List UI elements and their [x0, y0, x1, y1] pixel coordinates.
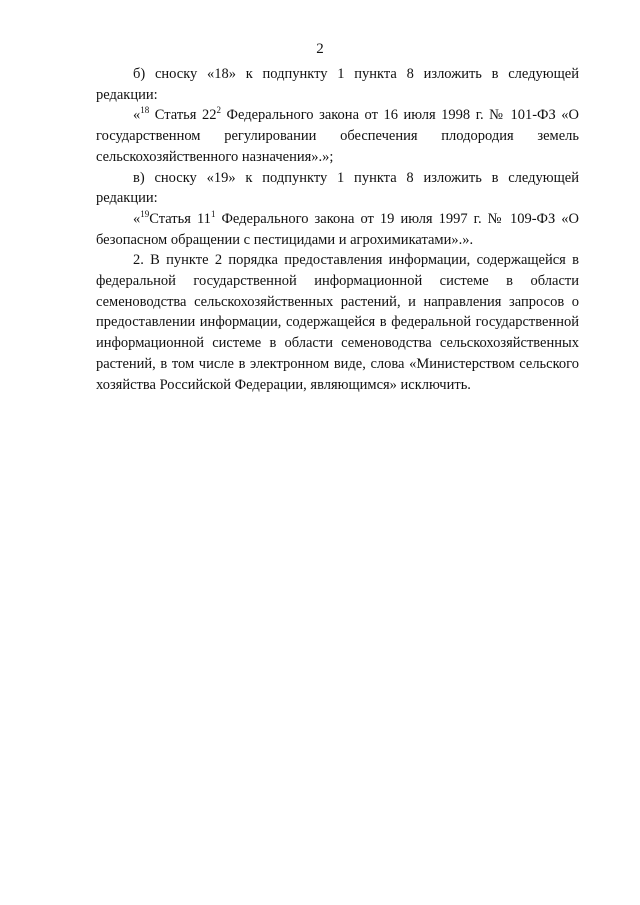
paragraph-footnote-19-text [96, 209, 579, 250]
article-superscript: 2 [216, 105, 221, 116]
footnote-mark-19: 19 [140, 209, 150, 220]
paragraph-footnote-18-instruction: б) сноску «18» к подпункту 1 пункта 8 изложить в следующей редакции: [96, 66, 579, 103]
footnote-mark-18: 18 [140, 105, 150, 116]
article-lead: Статья 22 [149, 107, 217, 124]
paragraph-footnote-19-instruction: в) сноску «19» к подпункту 1 пункта 8 изложить в следующей редакции: [96, 169, 579, 207]
article-superscript: 1 [210, 209, 216, 220]
quote-open: « [133, 107, 141, 124]
paragraph-footnote-18-text [96, 105, 579, 167]
article-rest: Федерального закона от 16 июля 1998 г. № 101-ФЗ «О государственном регулировании обеспечения плодородия земель сельскохозяйственного назначения».»; [96, 107, 579, 165]
paragraph-item-2: 2. В пункте 2 порядка предоставления информации, содержащейся в федеральной государственной информационной системе в области семеноводства сельскохозяйственных растений, и направления запросов о предоставлении информации, содержащейся в федеральной государственной информационной системе в области семеноводства сельскохозяйственных растений, в том числе в электронном виде, слова «Министерством сельского хозяйства Российской Федерации, являющимся» исключить. [96, 252, 579, 393]
article-rest: Федерального закона от 19 июля 1997 г. № 109-ФЗ «О безопасном обращении с пестицидами и агрохимикатами».». [96, 210, 580, 248]
article-lead: Статья 11 [149, 210, 211, 227]
quote-open: « [133, 210, 141, 227]
document-body [96, 64, 579, 395]
page-number: 2 [316, 41, 324, 57]
